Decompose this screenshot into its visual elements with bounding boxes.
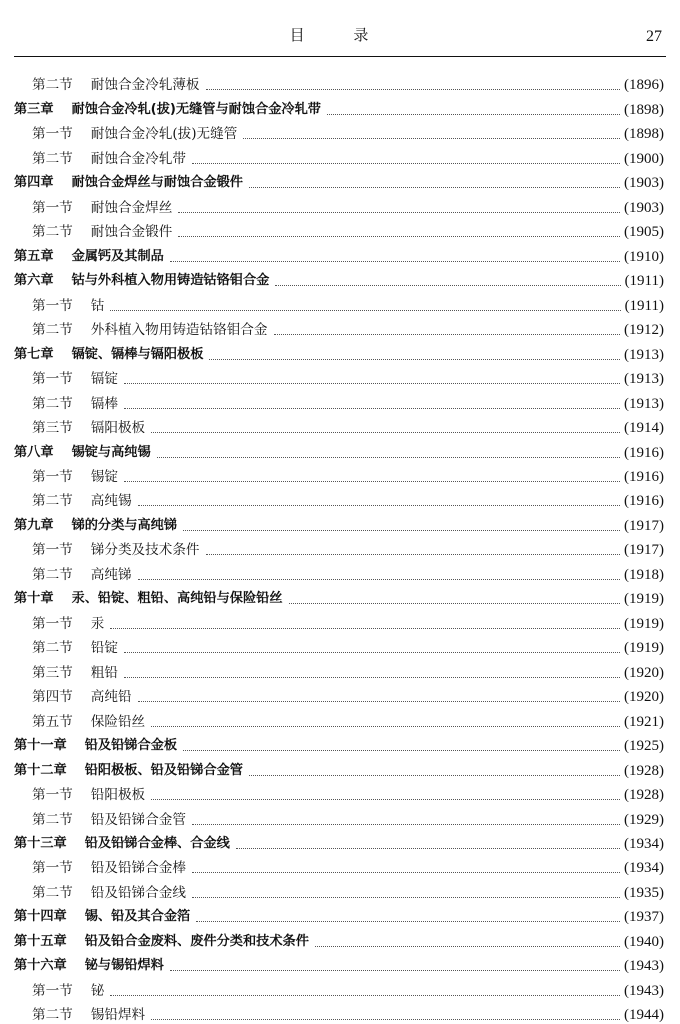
entry-page: (1917) [624, 517, 664, 534]
toc-section-entry [14, 413, 664, 437]
entry-title: 保险铅丝 [90, 713, 146, 730]
entry-number: 第二节 [32, 77, 73, 94]
toc-section-entry [14, 1000, 664, 1024]
toc-section-entry [14, 143, 664, 167]
entry-number: 第一节 [32, 860, 73, 877]
page-number: 27 [646, 28, 662, 45]
entry-number: 第十六章 [14, 958, 67, 974]
entry-page: (1903) [624, 175, 664, 192]
dot-leader [289, 602, 620, 604]
dot-leader [151, 431, 620, 433]
entry-title: 锡铅焊料 [90, 1007, 146, 1024]
dot-leader [192, 162, 620, 164]
entry-page: (1929) [624, 811, 664, 828]
entry-number: 第二节 [32, 395, 73, 412]
entry-page: (1935) [624, 884, 664, 901]
entry-title: 铅及铅合金废料、废件分类和技术条件 [84, 933, 309, 949]
toc-section-entry [14, 486, 664, 510]
entry-title: 铋与锡铅焊料 [84, 958, 164, 974]
entry-page: (1913) [624, 395, 664, 412]
entry-page: (1911) [624, 297, 664, 314]
entry-title: 铅及铅锑合金线 [90, 884, 186, 901]
toc-chapter-entry [14, 926, 664, 950]
entry-page: (1928) [624, 787, 664, 804]
entry-number: 第八章 [14, 444, 54, 460]
entry-title: 高纯锑 [90, 566, 132, 583]
entry-number: 第二节 [32, 1007, 73, 1024]
toc-section-entry [14, 877, 664, 901]
dot-leader [209, 358, 620, 360]
toc-section-entry [14, 804, 664, 828]
entry-page: (1905) [624, 224, 664, 241]
dot-leader [151, 1018, 620, 1020]
entry-title: 铅阳极板 [90, 787, 146, 804]
entry-title: 粗铅 [90, 664, 118, 681]
dot-leader [275, 284, 620, 286]
entry-page: (1920) [624, 664, 664, 681]
entry-page: (1921) [624, 713, 664, 730]
entry-title: 铅及铅锑合金板 [84, 738, 178, 754]
toc-chapter-entry [14, 829, 664, 853]
entry-page: (1944) [624, 1007, 664, 1024]
entry-title: 锡锭 [90, 468, 118, 485]
running-header [14, 22, 666, 57]
dot-leader [236, 847, 620, 849]
toc-section-entry [14, 608, 664, 632]
toc-chapter-entry [14, 755, 664, 779]
entry-page: (1943) [624, 982, 664, 999]
entry-number: 第七章 [14, 346, 54, 362]
toc-section-entry [14, 290, 664, 314]
dot-leader [124, 651, 620, 653]
dot-leader [124, 382, 620, 384]
entry-number: 第二节 [32, 493, 73, 510]
entry-page: (1898) [624, 126, 664, 143]
toc-chapter-entry [14, 902, 664, 926]
entry-title: 铅及铅锑合金棒 [90, 860, 186, 877]
entry-title: 锑分类及技术条件 [90, 542, 200, 559]
entry-page: (1896) [624, 77, 664, 94]
toc-chapter-entry [14, 168, 664, 192]
toc-chapter-entry [14, 731, 664, 755]
entry-page: (1940) [624, 933, 664, 950]
dot-leader [249, 774, 620, 776]
entry-page: (1903) [624, 199, 664, 216]
entry-number: 第十四章 [14, 909, 67, 925]
entry-title: 汞 [90, 615, 105, 632]
entry-page: (1900) [624, 150, 664, 167]
dot-leader [157, 456, 620, 458]
dot-leader [183, 529, 620, 531]
dot-leader [315, 945, 620, 947]
entry-page: (1916) [624, 468, 664, 485]
toc-section-entry [14, 682, 664, 706]
dot-leader [151, 725, 620, 727]
toc-chapter-entry [14, 584, 664, 608]
toc-section-entry [14, 559, 664, 583]
dot-leader [138, 578, 620, 580]
dot-leader [178, 211, 620, 213]
dot-leader [170, 260, 620, 262]
entry-number: 第五节 [32, 713, 73, 730]
entry-title: 铋 [90, 982, 105, 999]
entry-number: 第一节 [32, 371, 73, 388]
entry-number: 第十章 [14, 591, 54, 607]
entry-page: (1898) [624, 101, 664, 118]
dot-leader [183, 749, 620, 751]
toc-section-entry [14, 70, 664, 94]
entry-title: 高纯铅 [90, 689, 132, 706]
toc-chapter-entry [14, 437, 664, 461]
entry-title: 金属钙及其制品 [71, 248, 164, 264]
entry-page: (1928) [624, 762, 664, 779]
entry-page: (1943) [624, 958, 664, 975]
dot-leader [110, 994, 620, 996]
dot-leader [327, 113, 620, 115]
entry-number: 第一节 [32, 787, 73, 804]
toc-chapter-entry [14, 339, 664, 363]
toc-chapter-entry [14, 510, 664, 534]
entry-title: 耐蚀合金冷轧(拔)无缝管与耐蚀合金冷轧带 [71, 101, 321, 117]
dot-leader [124, 407, 620, 409]
toc-chapter-entry [14, 94, 664, 118]
toc-section-entry [14, 462, 664, 486]
entry-title: 锡、铅及其合金箔 [84, 909, 191, 925]
entry-title: 镉锭、镉棒与镉阳极板 [71, 346, 204, 362]
entry-number: 第九章 [14, 517, 54, 533]
table-of-contents [14, 70, 664, 1024]
entry-page: (1937) [624, 909, 664, 926]
entry-page: (1916) [624, 493, 664, 510]
entry-page: (1917) [624, 542, 664, 559]
entry-title: 铅及铅锑合金棒、合金线 [84, 836, 230, 851]
entry-number: 第一节 [32, 982, 73, 999]
entry-number: 第十三章 [14, 836, 67, 851]
entry-page: (1914) [624, 420, 664, 437]
entry-number: 第二节 [32, 322, 73, 339]
entry-number: 第四节 [32, 689, 73, 706]
dot-leader [243, 137, 620, 139]
entry-number: 第三节 [32, 420, 73, 437]
entry-title: 耐蚀合金焊丝 [90, 199, 173, 216]
dot-leader [206, 88, 620, 90]
entry-page: (1913) [624, 346, 664, 363]
entry-number: 第三节 [32, 664, 73, 681]
toc-section-entry [14, 192, 664, 216]
toc-section-entry [14, 853, 664, 877]
toc-section-entry [14, 535, 664, 559]
entry-page: (1918) [624, 566, 664, 583]
dot-leader [196, 920, 620, 922]
dot-leader [249, 186, 620, 188]
entry-page: (1919) [624, 591, 664, 608]
entry-title: 镉锭 [90, 371, 118, 388]
entry-number: 第二节 [32, 150, 73, 167]
entry-page: (1934) [624, 860, 664, 877]
entry-number: 第一节 [32, 199, 73, 216]
dot-leader [170, 969, 620, 971]
entry-page: (1919) [624, 640, 664, 657]
entry-title: 耐蚀合金锻件 [90, 224, 173, 241]
entry-title: 镉阳极板 [90, 420, 146, 437]
toc-section-entry [14, 217, 664, 241]
entry-title: 铅阳极板、铅及铅锑合金管 [84, 762, 243, 778]
entry-title: 铅及铅锑合金管 [90, 811, 186, 828]
dot-leader [138, 700, 620, 702]
entry-number: 第十一章 [14, 738, 67, 754]
entry-number: 第二节 [32, 811, 73, 828]
entry-page: (1912) [624, 322, 664, 339]
entry-page: (1911) [624, 273, 664, 290]
entry-title: 高纯锡 [90, 493, 132, 510]
entry-title: 耐蚀合金冷轧带 [90, 150, 186, 167]
dot-leader [274, 333, 621, 335]
entry-number: 第十五章 [14, 933, 67, 949]
toc-section-entry [14, 657, 664, 681]
entry-number: 第四章 [14, 175, 54, 191]
entry-number: 第六章 [14, 273, 54, 289]
dot-leader [206, 553, 620, 555]
toc-section-entry [14, 119, 664, 143]
toc-section-entry [14, 388, 664, 412]
entry-page: (1913) [624, 371, 664, 388]
dot-leader [124, 676, 620, 678]
toc-section-entry [14, 315, 664, 339]
entry-number: 第一节 [32, 297, 73, 314]
entry-number: 第一节 [32, 542, 73, 559]
toc-section-entry [14, 706, 664, 730]
entry-title: 镉棒 [90, 395, 118, 412]
toc-chapter-entry [14, 951, 664, 975]
entry-title: 锡锭与高纯锡 [71, 444, 151, 460]
entry-page: (1916) [624, 444, 664, 461]
dot-leader [110, 309, 620, 311]
entry-number: 第一节 [32, 126, 73, 143]
dot-leader [151, 798, 620, 800]
entry-title: 耐蚀合金冷轧(拔)无缝管 [90, 126, 238, 143]
entry-number: 第二节 [32, 566, 73, 583]
entry-title: 耐蚀合金焊丝与耐蚀合金锻件 [71, 175, 243, 191]
entry-page: (1919) [624, 615, 664, 632]
toc-chapter-entry [14, 266, 664, 290]
dot-leader [192, 896, 620, 898]
entry-number: 第二节 [32, 224, 73, 241]
entry-title: 锑的分类与高纯锑 [71, 517, 178, 533]
entry-number: 第一节 [32, 468, 73, 485]
entry-page: (1934) [624, 836, 664, 852]
entry-title: 外科植入物用铸造钴铬钼合金 [90, 322, 268, 339]
dot-leader [178, 235, 620, 237]
dot-leader [138, 504, 620, 506]
entry-title: 汞、铅锭、粗铅、高纯铅与保险铅丝 [71, 591, 283, 607]
dot-leader [192, 871, 620, 873]
entry-title: 钴 [90, 297, 105, 314]
toc-section-entry [14, 780, 664, 804]
toc-section-entry [14, 633, 664, 657]
entry-title: 铅锭 [90, 640, 118, 657]
toc-section-entry [14, 364, 664, 388]
dot-leader [110, 627, 620, 629]
entry-number: 第一节 [32, 615, 73, 632]
entry-number: 第三章 [14, 101, 54, 117]
entry-page: (1920) [624, 689, 664, 706]
entry-page: (1910) [624, 248, 664, 265]
entry-number: 第二节 [32, 640, 73, 657]
entry-number: 第二节 [32, 884, 73, 901]
dot-leader [124, 480, 620, 482]
entry-number: 第五章 [14, 248, 54, 264]
toc-section-entry [14, 975, 664, 999]
entry-title: 耐蚀合金冷轧薄板 [90, 77, 200, 94]
entry-title: 钴与外科植入物用铸造钴铬钼合金 [71, 273, 270, 289]
entry-number: 第十二章 [14, 762, 67, 778]
entry-page: (1925) [624, 738, 664, 755]
header-title: 目 录 [289, 26, 391, 44]
toc-chapter-entry [14, 241, 664, 265]
dot-leader [192, 823, 620, 825]
